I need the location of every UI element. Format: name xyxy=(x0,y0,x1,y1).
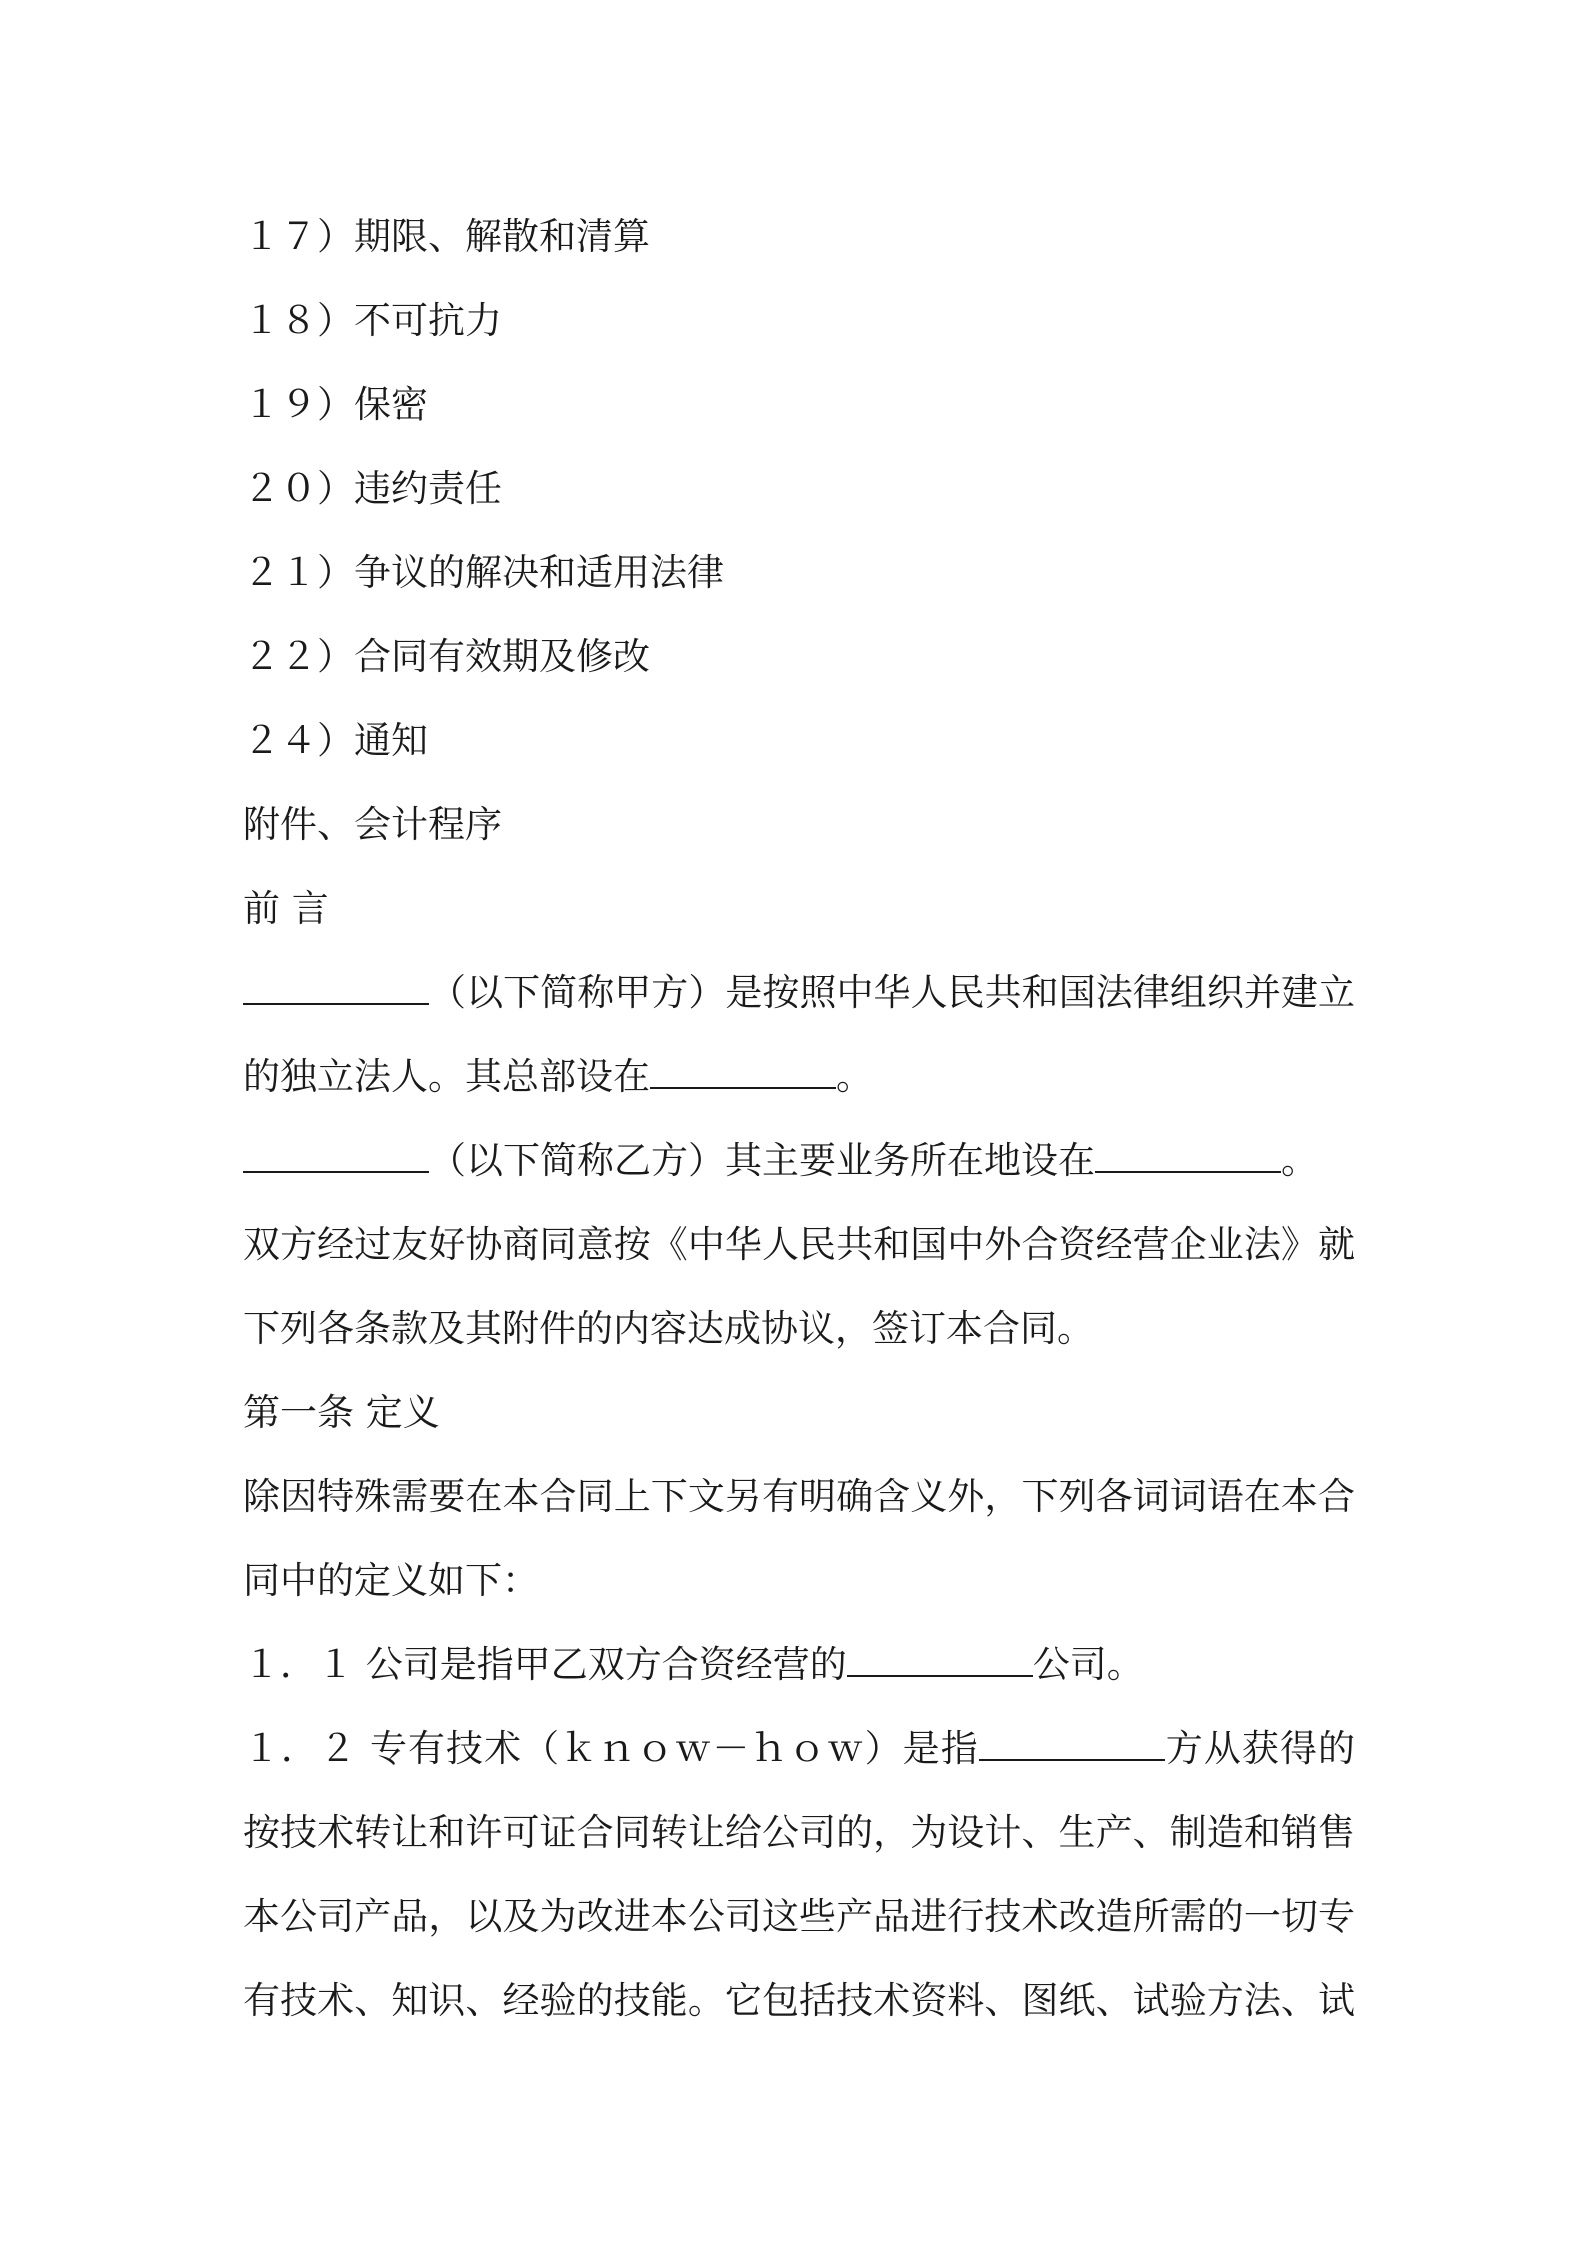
contract-page xyxy=(243,195,1355,2043)
party-b-end: 。 xyxy=(1281,1139,1318,1182)
party-b-name-blank xyxy=(243,1141,429,1173)
party-a-text-2: 的独立法人。其总部设在 xyxy=(243,1055,650,1098)
definition-1-2-line-1 xyxy=(243,1707,1355,1791)
definition-1-2-line-4: 有技术、知识、经验的技能。它包括技术资料、图纸、试验方法、试 xyxy=(243,1979,1355,2022)
party-a-name-blank xyxy=(243,973,429,1005)
definition-1-2-line-3: 本公司产品，以及为改进本公司这些产品进行技术改造所需的一切专 xyxy=(243,1895,1355,1938)
definition-1-2-line-2: 按技术转让和许可证合同转让给公司的，为设计、生产、制造和销售 xyxy=(243,1811,1355,1854)
definition-1-1-end: 公司。 xyxy=(1032,1643,1144,1686)
preface-heading: 前 言 xyxy=(243,887,329,930)
definition-1-2-end: 方从获得的 xyxy=(1164,1727,1355,1770)
party-b-location-blank xyxy=(1095,1141,1281,1173)
toc-item-18: １８）不可抗力 xyxy=(243,299,502,342)
party-a-text-1: （以下简称甲方）是按照中华人民共和国法律组织并建立 xyxy=(429,971,1355,1014)
toc-item-21: ２１）争议的解决和适用法律 xyxy=(243,551,724,594)
licensor-party-blank xyxy=(979,1729,1165,1761)
definition-1-2-text: １．２ 专有技术（ｋｎｏｗ－ｈｏｗ）是指 xyxy=(243,1727,979,1770)
party-a-line-2 xyxy=(243,1035,1355,1119)
party-a-line-1 xyxy=(243,951,1355,1035)
toc-item-17: １７）期限、解散和清算 xyxy=(243,215,650,258)
agreement-line-1: 双方经过友好协商同意按《中华人民共和国中外合资经营企业法》就 xyxy=(243,1223,1355,1266)
toc-appendix: 附件、会计程序 xyxy=(243,803,502,846)
toc-item-19: １９）保密 xyxy=(243,383,428,426)
article-1-intro-line-1: 除因特殊需要在本合同上下文另有明确含义外，下列各词词语在本合 xyxy=(243,1475,1355,1518)
definition-1-1 xyxy=(243,1623,1355,1707)
company-name-blank xyxy=(847,1645,1033,1677)
party-b-text: （以下简称乙方）其主要业务所在地设在 xyxy=(429,1139,1095,1182)
toc-item-24: ２４）通知 xyxy=(243,719,428,762)
article-1-intro-line-2: 同中的定义如下： xyxy=(243,1559,539,1602)
definition-1-1-text: １．１ 公司是指甲乙双方合资经营的 xyxy=(243,1643,847,1686)
party-b-line xyxy=(243,1119,1355,1203)
party-a-end: 。 xyxy=(836,1055,873,1098)
agreement-line-2: 下列各条款及其附件的内容达成协议，签订本合同。 xyxy=(243,1307,1094,1350)
toc-item-20: ２０）违约责任 xyxy=(243,467,502,510)
article-1-heading: 第一条 定义 xyxy=(243,1391,440,1434)
toc-item-22: ２２）合同有效期及修改 xyxy=(243,635,650,678)
party-a-hq-blank xyxy=(650,1057,836,1089)
